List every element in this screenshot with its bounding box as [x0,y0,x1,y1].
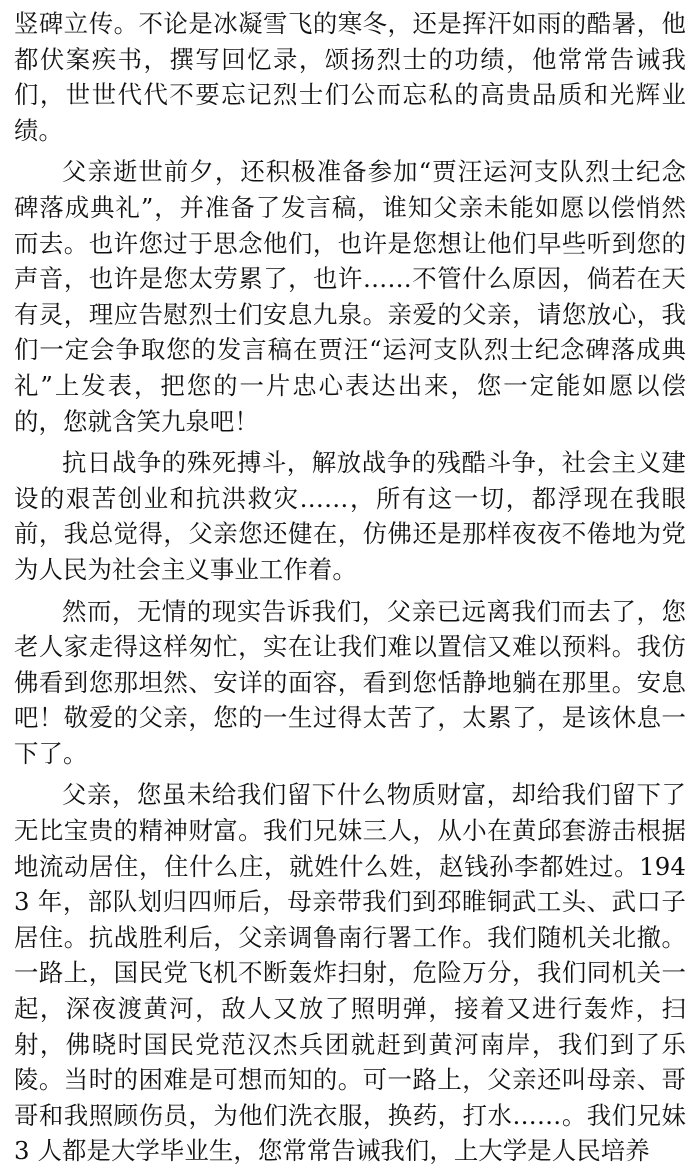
paragraph-1: 竖碑立传。不论是冰凝雪飞的寒冬，还是挥汗如雨的酷暑，他都伏案疾书，撰写回忆录，颂扬烈士的功绩，他常常告诫我们，世世代代不要忘记烈士们公而忘私的高贵品质和光辉业绩。 [14,9,686,145]
paragraph-2: 父亲逝世前夕，还积极准备参加“贾汪运河支队烈士纪念碑落成典礼”，并准备了发言稿，谁知父亲未能如愿以偿悄然而去。也许您过于思念他们，也许是您想让他们早些听到您的声音，也许是您太劳累了，也许……不管什么原因，倘若在天有灵，理应告慰烈士们安息九泉。亲爱的父亲，请您放心，我们一定会争取您的发言稿在贾汪“运河支队烈士纪念碑落成典礼”上发表，把您的一片忠心表达出来，您一定能如愿以偿的，您就含笑九泉吧！ [14,157,686,436]
paragraph-3: 抗日战争的殊死搏斗，解放战争的残酷斗争，社会主义建设的艰苦创业和抗洪救灾……，所有这一切，都浮现在我眼前，我总觉得，父亲您还健在，仿佛还是那样夜夜不倦地为党为人民为社会主义事业工作着。 [14,448,686,584]
paragraph-4: 然而，无情的现实告诉我们，父亲已远离我们而去了，您老人家走得这样匆忙，实在让我们难以置信又难以预料。我仿佛看到您那坦然、安详的面容，看到您恬静地躺在那里。安息吧！敬爱的父亲，您的一生过得太苦了，太累了，是该休息一下了。 [14,596,686,768]
paragraph-5: 父亲，您虽未给我们留下什么物质财富，却给我们留下了无比宝贵的精神财富。我们兄妹三人，从小在黄邱套游击根据地流动居住，住什么庄，就姓什么姓，赵钱孙李都姓过。1943 年，部队划归四师后，母亲带我们到邳睢铜武工头、武口子居住。抗战胜利后，父亲调鲁南行署工作。我们随机关北撤。一路上，国民党飞机不断轰炸扫射，危险万分，我们同机关一起，深夜渡黄河，敌人又放了照明弹，接着又进行轰炸，扫射，佛晓时国民党范汉杰兵团就赶到黄河南岸，我们到了乐陵。当时的困难是可想而知的。可一路上，父亲还叫母亲、哥哥和我照顾伤员，为他们洗衣服，换药，打水……。我们兄妹 3 人都是大学毕业生，您常常告诫我们，上大学是人民培养 [14,780,686,1166]
